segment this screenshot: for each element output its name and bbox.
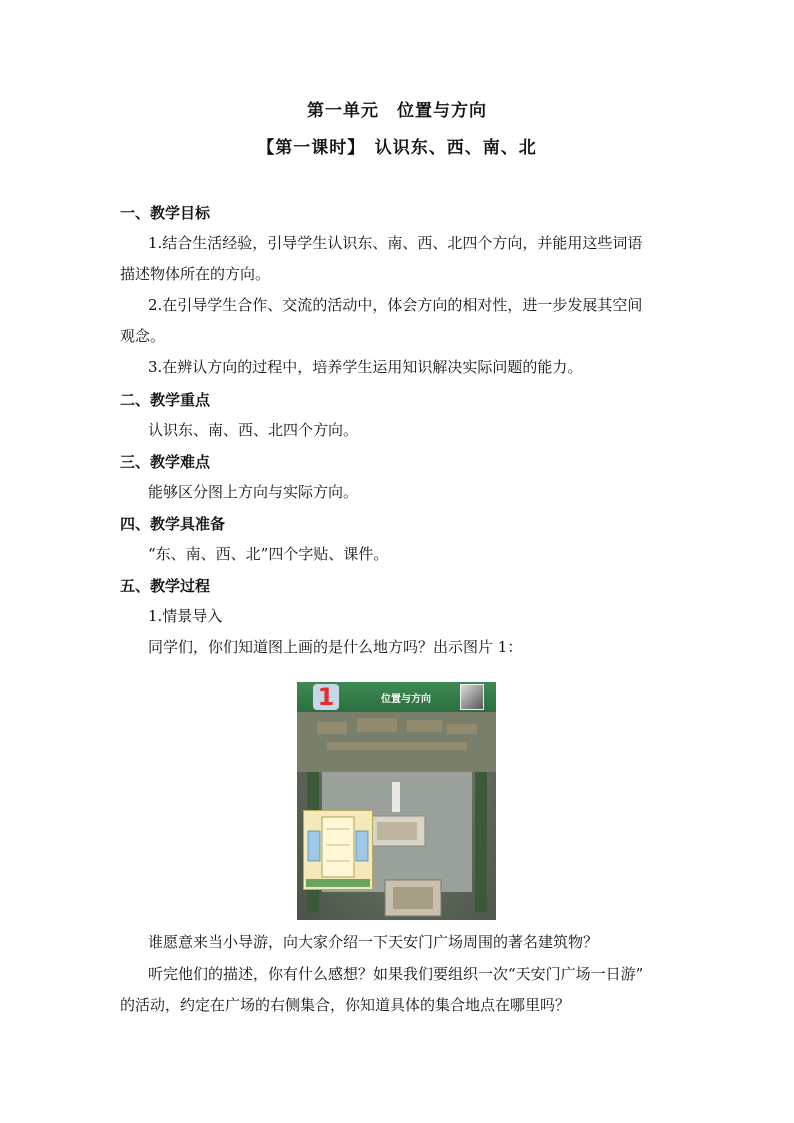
key-points-text: 认识东、南、西、北四个方向。	[148, 421, 359, 439]
section-heading-difficulties: 三、教学难点	[120, 453, 211, 471]
inset-map	[303, 810, 373, 890]
difficulties-text: 能够区分图上方向与实际方向。	[148, 483, 359, 501]
lesson-title: 【第一课时】 认识东、西、南、北	[257, 138, 537, 158]
section-heading-key-points: 二、教学重点	[120, 391, 211, 409]
process-step-1: 1.情景导入	[148, 607, 223, 625]
question-2-line-2: 的活动，约定在广场的右侧集合，你知道具体的集合地点在哪里吗？	[120, 996, 571, 1014]
section-heading-process: 五、教学过程	[120, 577, 211, 595]
materials-text: “东、南、西、北”四个字贴、课件。	[148, 545, 389, 563]
unit-title: 第一单元 位置与方向	[307, 101, 487, 121]
inset-map-drawing	[304, 811, 372, 889]
section-heading-objectives: 一、教学目标	[120, 204, 211, 222]
image-caption: 位置与方向	[381, 694, 431, 705]
question-2-line-1: 听完他们的描述，你有什么感想？如果我们要组织一次“天安门广场一日游”	[148, 965, 644, 983]
process-intro: 同学们，你们知道图上画的是什么地方吗？出示图片 1：	[148, 638, 523, 656]
objective-3: 3.在辨认方向的过程中，培养学生运用知识解决实际问题的能力。	[148, 358, 583, 376]
book-icon	[460, 684, 484, 710]
question-1: 谁愿意来当小导游，向大家介绍一下天安门广场周围的著名建筑物？	[148, 933, 599, 951]
image-number-badge: 1	[313, 684, 339, 710]
objective-1-line-1: 1.结合生活经验，引导学生认识东、南、西、北四个方向，并能用这些词语	[148, 234, 643, 252]
section-heading-materials: 四、教学具准备	[120, 515, 226, 533]
objective-2-line-1: 2.在引导学生合作、交流的活动中，体会方向的相对性，进一步发展其空间	[148, 296, 643, 314]
image-header-bar	[297, 682, 496, 712]
objective-1-line-2: 描述物体所在的方向。	[120, 265, 271, 283]
tiananmen-square-image	[297, 682, 496, 920]
objective-2-line-2: 观念。	[120, 327, 166, 345]
